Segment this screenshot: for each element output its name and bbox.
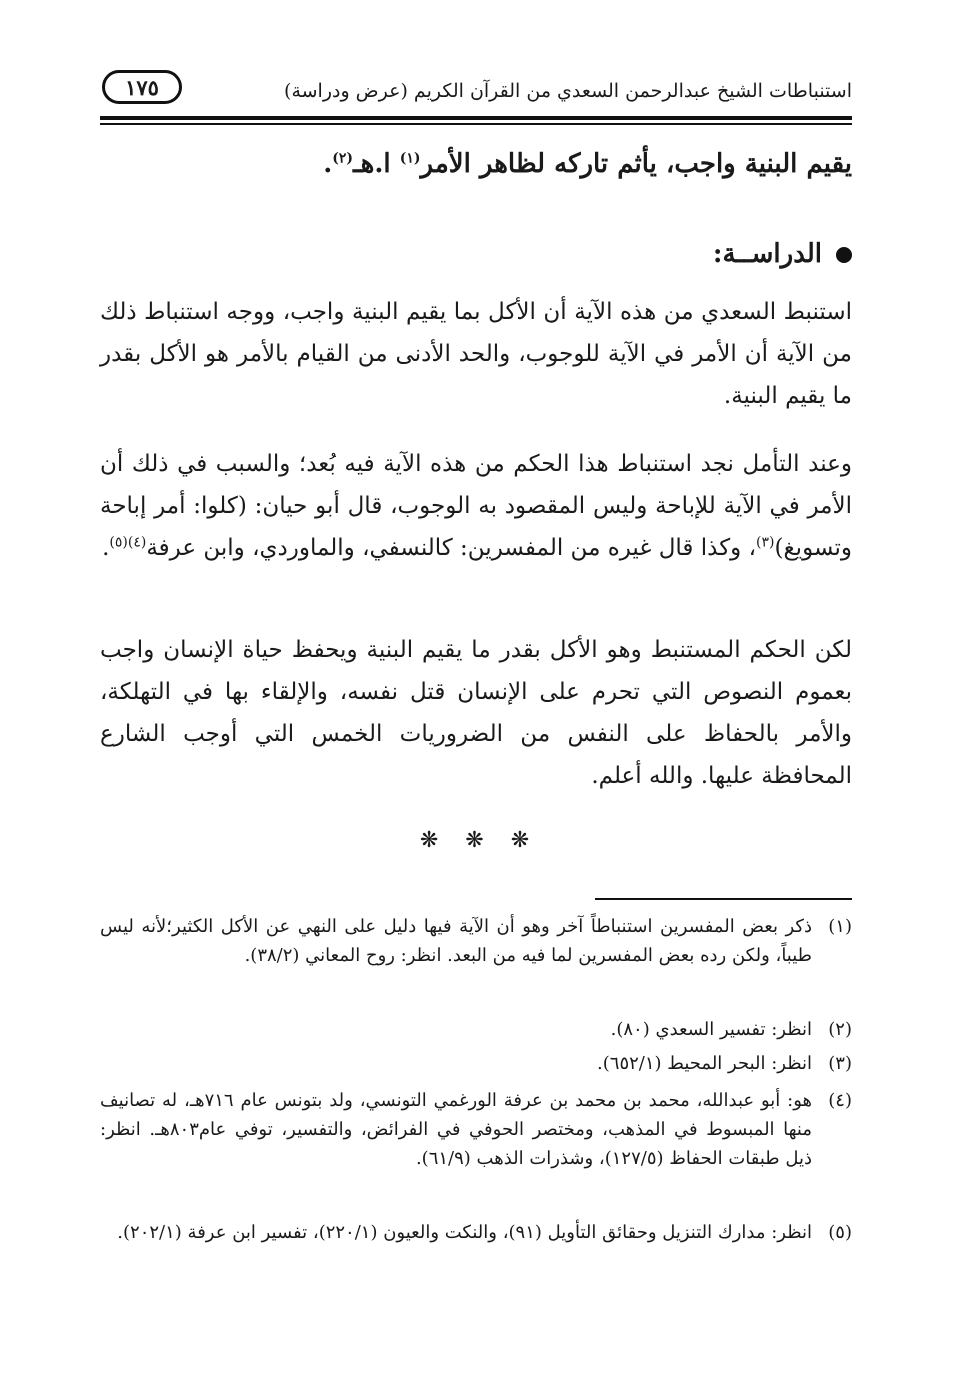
footnote-1	[100, 912, 852, 970]
footnote-4	[100, 1086, 852, 1173]
paragraph-1: استنبط السعدي من هذه الآية أن الأكل بما يقيم البنية واجب، ووجه استنباط ذلك من الآية أن الأمر في الآية للوجوب، والحد الأدنى من القيام بالأمر هو الأكل بقدر ما يقيم البنية.	[100, 299, 852, 409]
footnote-2	[100, 1015, 852, 1044]
running-header	[100, 66, 852, 112]
footnote-5	[100, 1218, 852, 1247]
section-separator-stars: ❋ ❋ ❋	[419, 828, 540, 853]
paragraph-3: لكن الحكم المستنبط وهو الأكل بقدر ما يقيم البنية ويحفظ حياة الإنسان واجب بعموم النصوص التي تحرم على الإنسان قتل نفسه، والإلقاء بها في التهلكة، والأمر بالحفاظ على النفس من الضروريات الخمس التي أوجب الشارع المحافظة عليها. والله أعلم.	[100, 637, 853, 789]
footnote-text: انظر: تفسير السعدي (٨٠).	[610, 1019, 812, 1040]
bullet-icon	[836, 247, 852, 263]
paragraph-2-end: .	[102, 535, 110, 561]
lead-sentence	[100, 142, 852, 186]
footnote-text: انظر: مدارك التنزيل وحقائق التأويل (٩١)، والنكت والعيون (٢٢٠/١)، تفسير ابن عرفة (٢٠٢/١).	[117, 1222, 812, 1243]
paragraph-2	[100, 443, 852, 569]
lead-text: يقيم البنية واجب، يأثم تاركه لظاهر الأمر	[420, 149, 852, 179]
footnote-ref-2[interactable]: (٢)	[332, 150, 354, 167]
footnote-number: (٥)	[828, 1222, 852, 1243]
lead-abbrev: ا.هـ	[353, 149, 400, 179]
footnote-ref-3[interactable]: (٣)	[756, 534, 775, 551]
section-heading	[100, 234, 852, 274]
footnote-separator-line	[595, 898, 852, 900]
paragraph-2-part-b: ، وكذا قال غيره من المفسرين: كالنسفي، والماوردي، وابن عرفة	[146, 535, 756, 561]
footnote-ref-4-5[interactable]: (٤)(٥)	[109, 534, 147, 551]
running-header-title: استنباطات الشيخ عبدالرحمن السعدي من القرآن الكريم (عرض ودراسة)	[284, 80, 852, 102]
footnote-number: (١)	[828, 916, 852, 937]
paragraph-2-part-a: وعند التأمل نجد استنباط هذا الحكم من هذه الآية فيه بُعد؛ والسبب في ذلك أن الأمر في الآية للإباحة وليس المقصود به الوجوب، قال أبو حيان: (كلوا: أمر إباحة وتسويغ)	[100, 451, 852, 561]
footnote-number: (٤)	[828, 1090, 852, 1111]
footnote-ref-1[interactable]: (١)	[399, 150, 421, 167]
footnote-number: (٢)	[828, 1019, 852, 1040]
section-heading-text: الدراســة:	[712, 239, 822, 269]
footnote-text: ذكر بعض المفسرين استنباطاً آخر وهو أن الآية فيها دليل على النهي عن الأكل الكثير؛لأنه ليس طيباً، ولكن رده بعض المفسرين لما فيه من البعد. انظر: روح المعاني (٣٨/٢).	[100, 916, 812, 966]
footnote-number: (٣)	[828, 1053, 852, 1074]
page-number-badge: ١٧٥	[102, 70, 182, 104]
header-rule-thick	[100, 116, 852, 120]
lead-end: .	[323, 149, 333, 179]
header-rule-thin	[100, 123, 852, 125]
footnote-3	[100, 1049, 852, 1078]
footnote-text: هو: أبو عبدالله، محمد بن محمد بن عرفة الورغمي التونسي، ولد بتونس عام ٧١٦هـ، له تصانيف منها المبسوط في المذهب، ومختصر الحوفي في الفرائض، والتفسير، توفي عام٨٠٣هـ. انظر: ذيل طبقات الحفاظ (١٢٧/٥)، وشذرات الذهب (٦١/٩).	[100, 1090, 813, 1169]
footnote-text: انظر: البحر المحيط (٦٥٢/١).	[597, 1053, 812, 1074]
